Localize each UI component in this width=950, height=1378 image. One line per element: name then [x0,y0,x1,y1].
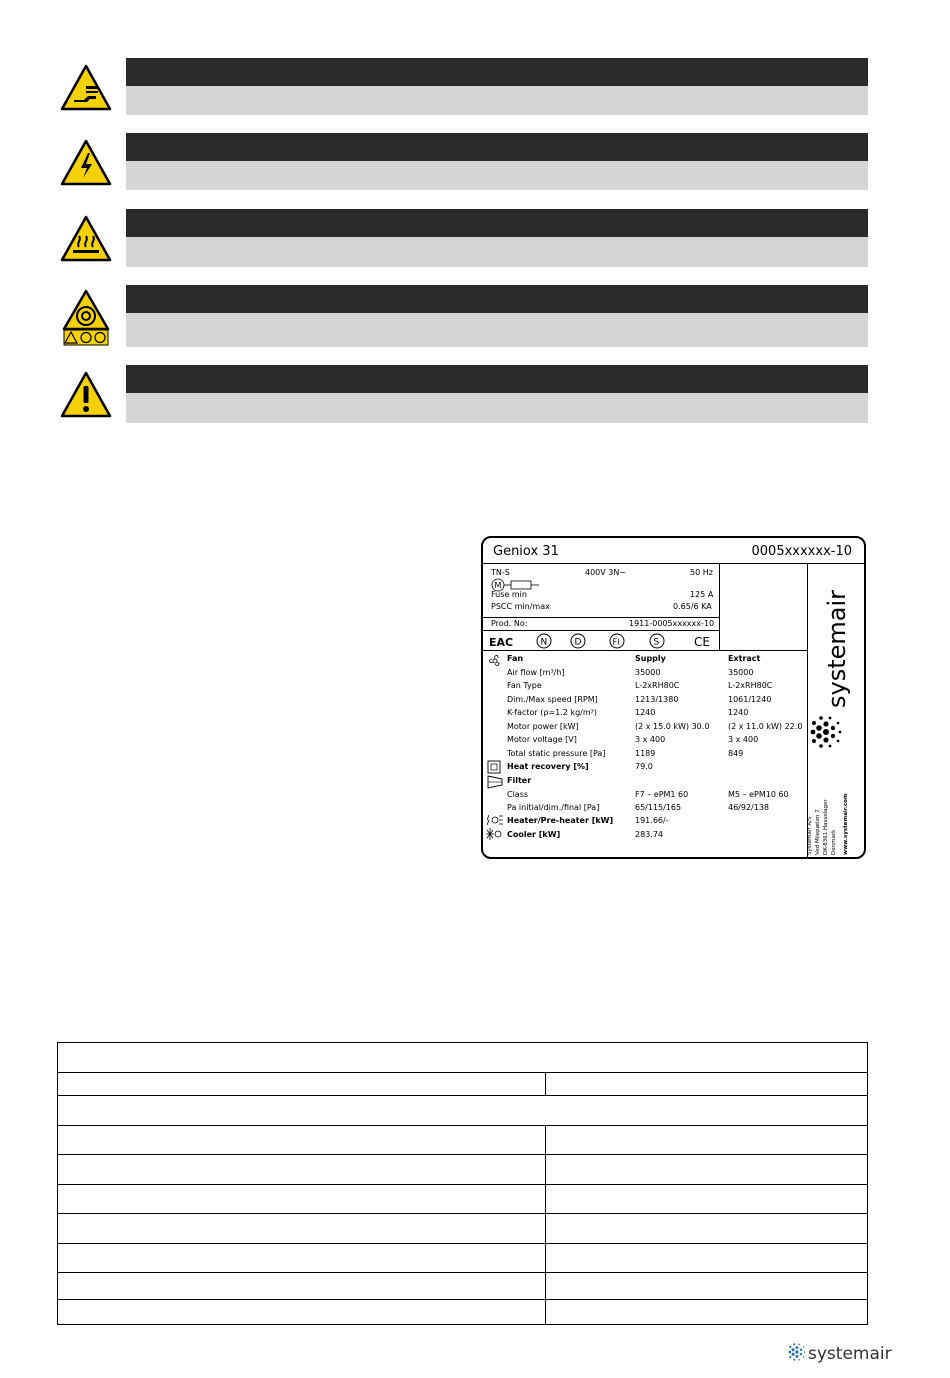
grid-line [483,630,720,631]
heater-label: Heater/Pre-heater [kW] [507,816,614,825]
pa-label: Pa initial/dim./final [Pa] [507,803,600,812]
warning-header-bar [126,285,868,313]
pscc-label: PSCC min/max [491,602,550,611]
grid-line [483,617,720,618]
table-cell [58,1300,546,1324]
row-extract: 1061/1240 [728,695,772,704]
table-cell [58,1185,546,1213]
warning-header-bar [126,365,868,393]
address-line: Denmark [831,829,837,855]
row-label: Air flow [m³/h] [507,668,565,677]
warning-header-bar [126,58,868,86]
extract-header: Extract [728,654,761,663]
table-cell [58,1073,546,1095]
table-row [58,1126,867,1155]
data-table [57,1042,868,1325]
plate-brand-column [805,568,855,858]
table-row [58,1273,867,1300]
row-supply: 1240 [635,708,656,717]
row-label: Motor power [kW] [507,722,579,731]
table-row [58,1185,867,1214]
row-supply: 3 x 400 [635,735,666,744]
grid-line [719,564,720,650]
table-row [58,1155,867,1185]
heat-recovery-value: 79.0 [635,762,653,771]
table-cell [58,1126,546,1154]
frequency-value: 50 Hz [690,568,713,577]
rating-plate [481,536,866,859]
prod-no-label: Prod. No: [491,619,528,628]
svg-text:N: N [540,637,548,648]
class-label: Class [507,790,529,799]
warning-text-bar [126,313,868,347]
table-row [58,1214,867,1244]
table-cell [58,1155,546,1184]
row-supply: (2 x 15.0 kW) 30.0 [635,722,710,731]
plate-brand-dots-icon [808,714,844,750]
pscc-value: 0.65/6 KA [673,602,712,611]
class-supply: F7 – ePM1 60 [635,790,689,799]
warning-row-4 [0,285,950,348]
heater-icon [486,813,504,827]
address-line: DK-8361 Hasselager [823,799,829,855]
table-row [58,1043,867,1073]
svg-text:FI: FI [612,637,620,647]
svg-text:EAC: EAC [489,636,514,649]
warning-row-3 [0,209,950,267]
warning-text-bar [126,393,868,423]
row-supply: 1189 [635,749,656,758]
cooler-icon [486,827,504,841]
row-extract: (2 x 11.0 kW) 22.0 [728,722,803,731]
row-label: Fan Type [507,681,542,690]
general-warning-icon [60,371,112,419]
fuse-value: 125 A [690,590,714,599]
supply-header: Supply [635,654,666,663]
fan-header: Fan [507,654,524,663]
row-label: Dim./Max speed [RPM] [507,695,598,704]
warning-row-5 [0,365,950,423]
hand-crush-warning-icon [60,64,112,112]
table-cell [58,1273,546,1299]
address-line: Ved Milepælen 7 [815,809,821,855]
warning-text-bar [126,161,868,190]
table-row [58,1300,867,1324]
grid-line [483,650,808,651]
hot-surface-warning-icon [60,215,112,263]
pa-extract: 46/92/138 [728,803,770,812]
row-supply: 35000 [635,668,661,677]
heat-recovery-label: Heat recovery [%] [507,762,589,771]
row-extract: 1240 [728,708,749,717]
plate-brand-logo-text: systemair [823,589,851,708]
warning-row-2 [0,133,950,191]
warning-row-1 [0,58,950,116]
address-line: Systemair A/S [807,816,813,855]
table-cell [58,1244,546,1272]
row-extract: 3 x 400 [728,735,759,744]
svg-text:S: S [653,637,660,648]
rotating-fan-warning-icon [60,289,112,347]
row-extract: 849 [728,749,744,758]
cooler-label: Cooler [kW] [507,830,561,839]
warning-text-bar [126,237,868,267]
tn-label: TN-S [491,568,510,577]
svg-text:CE: CE [694,635,710,649]
svg-text:M: M [494,581,502,590]
table-row [58,1244,867,1273]
plate-serial: 0005xxxxxx-10 [751,544,852,559]
prod-no-value: 1911-0005xxxxxx-10 [629,619,715,628]
row-extract: L-2xRH80C [728,681,773,690]
footer-brand-dots-icon [787,1342,807,1362]
svg-text:D: D [574,637,582,648]
table-row [58,1096,867,1126]
row-label: Total static pressure [Pa] [507,749,606,758]
warning-header-bar [126,209,868,237]
table-cell [58,1214,546,1243]
address-line: www.systemair.com [843,793,849,855]
heat-recovery-icon [487,760,501,774]
warning-text-bar [126,86,868,115]
table-row [58,1073,867,1096]
certification-marks-icon [487,632,717,650]
row-extract: 35000 [728,668,754,677]
fan-icon [487,654,503,668]
filter-label: Filter [507,776,532,785]
fuse-label: Fuse min [491,590,527,599]
warning-header-bar [126,133,868,161]
footer-brand-text: systemair [808,1344,892,1364]
voltage-value: 400V 3N~ [585,568,627,577]
cooler-value: 283.74 [635,830,663,839]
heater-value: 191.66/- [635,816,669,825]
row-label: Motor voltage [V] [507,735,577,744]
plate-header [483,538,864,564]
electric-shock-warning-icon [60,139,112,187]
row-label: K-factor (ρ=1.2 kg/m³) [507,708,597,717]
plate-model: Geniox 31 [493,544,559,559]
pa-supply: 65/115/165 [635,803,682,812]
row-supply: L-2xRH80C [635,681,680,690]
class-extract: M5 – ePM10 60 [728,790,789,799]
row-supply: 1213/1380 [635,695,679,704]
filter-icon [487,775,503,789]
